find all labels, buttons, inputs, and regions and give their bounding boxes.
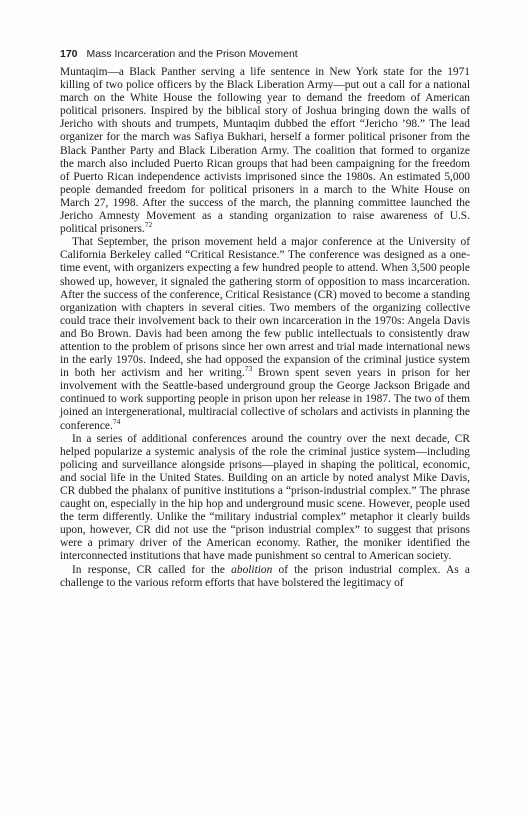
footnote-ref: 72 xyxy=(144,220,153,230)
running-header xyxy=(60,48,298,60)
emphasized-word: abolition xyxy=(231,563,273,576)
paragraph-text: Muntaqim—a Black Panther serving a life sentence in New York state for the 1971 killing of two police officers by the Black Liberation Army—put out a call for a national march on the White House the following year to demand the freedom of American political prisoners. Inspired by the biblical story of Joshua bringing down the walls of Jericho with shouts and trumpets, Muntaqim dubbed the effort “Jericho ’98.” The lead organizer for the march was Safiya Bukhari, herself a former political prisoner from the Black Panther Party and Black Liberation Army. The coalition that formed to organize the march also included Puerto Rican groups that had been campaigning for the freedom of Puerto Rican independence activists imprisoned since the 1980s. An estimated 5,000 people demanded freedom for political prisoners in a march to the White House on March 27, 1998. After the success of the march, the planning committee launched the Jericho Amnesty Movement as a standing organization to raise awareness of U.S. political prisoners. xyxy=(60,66,470,236)
footnote-ref: 73 xyxy=(244,364,253,374)
page-number: 170 xyxy=(60,48,78,60)
body-text xyxy=(60,66,470,590)
paragraph xyxy=(60,433,470,564)
paragraph xyxy=(60,564,470,590)
paragraph-text: In response, CR called for the xyxy=(72,563,232,576)
running-title: Mass Incarceration and the Prison Movement xyxy=(86,48,298,60)
paragraph-text: In a series of additional conferences around the country over the next decade, CR helped popularize a systemic analysis of the role the criminal justice system—including policing and surveillance alongside prisons—played in shaping the political, economic, and social life in the United States. Building on an article by noted analyst Mike Davis, CR dubbed the phalanx of punitive institutions a “prison-industrial complex.” The phrase caught on, especially in the hip hop and underground music scene. However, people used the term differently. Unlike the “military industrial complex” metaphor it clearly builds upon, however, CR did not use the “prison industrial complex” to suggest that prisons were a primary driver of the American economy. Rather, the moniker identified the interconnected institutions that have made punishment so central to American society. xyxy=(60,432,470,563)
paragraph xyxy=(60,236,470,432)
footnote-ref: 74 xyxy=(112,416,121,426)
paragraph-text: of the prison industrial complex. As a challenge to the various reform efforts that have bolstered the legitimacy of xyxy=(60,563,470,589)
paragraph xyxy=(60,66,470,236)
paragraph-text: Brown spent seven years in prison for her involvement with the Seattle-based underground group the George Jackson Brigade and continued to work supporting people in prison upon her release in 1987. The two of them joined an intergenerational, multiracial collective of scholars and activists in planning the conference. xyxy=(60,367,470,432)
paragraph-text: That September, the prison movement held a major conference at the University of California Berkeley called “Critical Resistance.” The conference was designed as a one-time event, with organizers expecting a few hundred people to attend. When 3,500 people showed up, however, it signaled the gathering storm of opposition to mass incarceration. After the success of the conference, Critical Resistance (CR) moved to become a standing organization with chapters in several cities. Two members of the organizing collective could trace their involvement back to their own incarceration in the 1970s: Angela Davis and Bo Brown. Davis had been among the few public intellectuals to consistently draw attention to the problem of prisons since her own arrest and trial made international news in the early 1970s. Indeed, she had opposed the expansion of the criminal justice system in both her activism and her writing. xyxy=(60,236,470,380)
